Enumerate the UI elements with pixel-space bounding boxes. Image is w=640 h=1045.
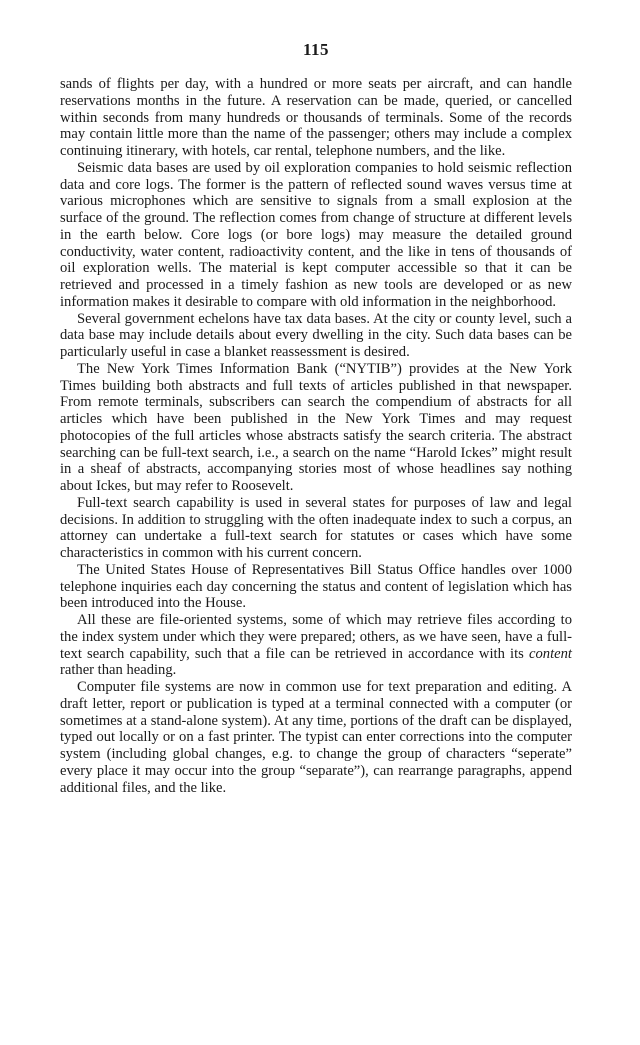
paragraph-3: Several government echelons have tax data bases. At the city or county level, such a data base may include details about every dwelling in the city. Such data bases can be particularly useful in case a blanket reassessment is desired.	[60, 310, 572, 360]
paragraph-4: The New York Times Information Bank (“NYTIB”) provides at the New York Times building both abstracts and full texts of articles published in that newspaper. From remote terminals, subscribers can search the compendium of abstracts for all articles which have been published in the New York Times and may request photocopies of the full articles whose abstracts satisfy the search criteria. The abstract searching can be full-text search, i.e., a search on the name “Harold Ickes” might result in a sheaf of abstracts, accompanying stories most of whose headlines say nothing about Ickes, but may refer to Roosevelt.	[60, 360, 572, 494]
paragraph-7-emphasis: content	[529, 645, 572, 662]
page-number: 115	[302, 40, 330, 59]
paragraph-1: sands of flights per day, with a hundred or more seats per aircraft, and can handle reservations months in the future. A reservation can be made, queried, or cancelled within seconds from many hundreds or thousands of terminals. Some of the records may contain little more than the name of the passenger; others may include a complex continuing itinerary, with hotels, car rental, telephone numbers, and the like.	[60, 76, 572, 159]
paragraph-7-text-before: All these are file-oriented systems, some of which may retrieve files according to the index system under which they were prepared; others, as we have seen, have a full-text search capability, such that a file can be retrieved in accordance with its	[60, 612, 572, 662]
paragraph-8: Computer file systems are now in common use for text preparation and editing. A draft letter, report or publication is typed at a terminal connected with a computer (or sometimes at a stand-alone system). At any time, portions of the draft can be displayed, typed out locally or on a fast printer. The typist can enter corrections into the computer system (including global changes, e.g. to change the group of characters “seperate” every place it may occur into the group “separate”), can rearrange paragraphs, append additional files, and the like.	[60, 679, 572, 796]
document-page	[60, 40, 572, 796]
paragraph-7-text-after: rather than heading.	[60, 662, 177, 679]
paragraph-7	[60, 612, 572, 679]
paragraph-5: Full-text search capability is used in several states for purposes of law and legal decisions. In addition to struggling with the often inadequate index to such a corpus, an attorney can undertake a full-text search for statutes or cases which have some characteristics in common with his current concern.	[60, 494, 572, 561]
paragraph-6: The United States House of Representatives Bill Status Office handles over 1000 telephone inquiries each day concerning the status and content of legislation which has been introduced into the House.	[60, 561, 572, 612]
paragraph-2: Seismic data bases are used by oil exploration companies to hold seismic reflection data and core logs. The former is the pattern of reflected sound waves versus time at various microphones which are sensitive to signals from a small explosion at the surface of the ground. The reflection comes from change of structure at different levels in the earth below. Core logs (or bore logs) may measure the detailed ground conductivity, water content, radioactivity content, and the like in tens of thousands of oil exploration wells. The material is kept computer accessible so that it can be retrieved and processed in a timely fashion as new tools are developed or as new information makes it desirable to compare with old information in the neighborhood.	[60, 159, 572, 310]
